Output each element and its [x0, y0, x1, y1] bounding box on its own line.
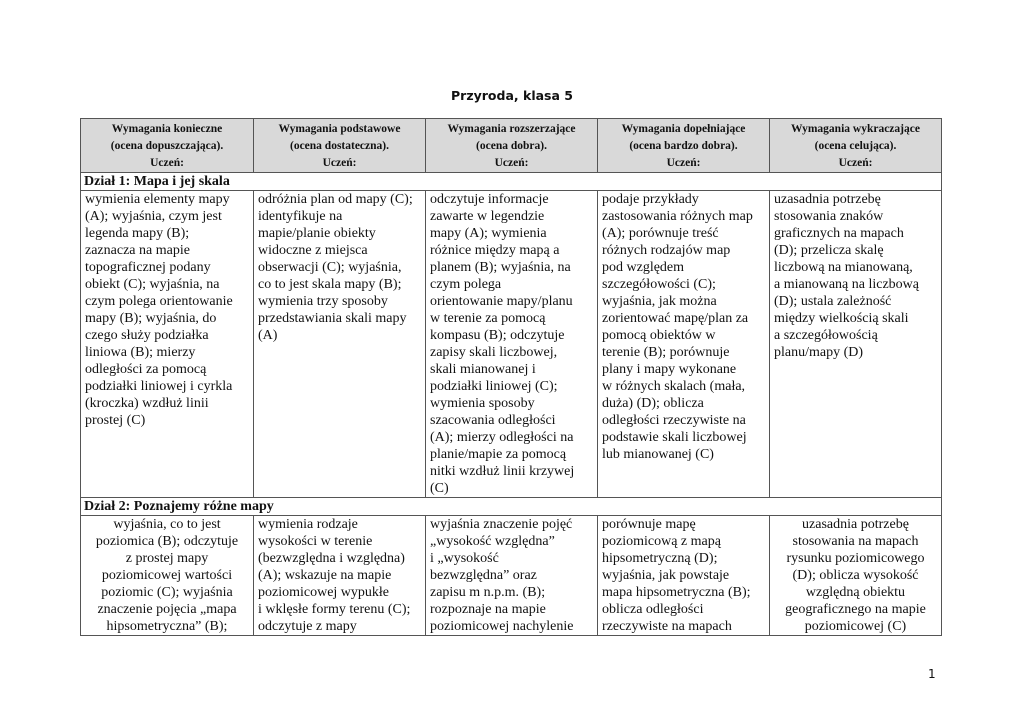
requirement-line: (D); ustala zależność	[774, 294, 892, 309]
section-content-row	[81, 516, 942, 636]
requirement-cell	[426, 516, 598, 636]
section-title: Dział 1: Mapa i jej skala	[81, 173, 942, 191]
requirement-line: zawarte w legendzie	[430, 209, 545, 224]
requirements-table	[80, 118, 942, 636]
section-content-row	[81, 191, 942, 498]
requirement-line: a szczegółowością	[774, 328, 878, 343]
requirement-line: szacowania odległości	[430, 413, 556, 428]
requirement-line: (A); wskazuje na mapie	[258, 568, 392, 583]
requirement-cell	[254, 191, 426, 498]
requirement-line: odległości za pomocą	[85, 362, 207, 377]
requirement-line: zorientować mapę/plan za	[602, 311, 749, 326]
header-konieczne: Wymagania konieczne (ocena dopuszczająca). Uczeń:	[81, 119, 254, 173]
requirement-line: rzeczywiste na mapach	[602, 619, 732, 634]
requirement-line: porównuje mapę	[602, 517, 696, 532]
requirement-line: lub mianowanej (C)	[602, 447, 714, 462]
page-number: 1	[928, 667, 936, 681]
requirement-line: stosowania znaków	[774, 209, 884, 224]
page-title: Przyroda, klasa 5	[451, 88, 573, 103]
requirement-line: wymienia rodzaje	[258, 517, 358, 532]
requirement-line: w terenie za pomocą	[430, 311, 546, 326]
requirement-line: z prostej mapy	[125, 551, 209, 566]
requirement-cell	[598, 191, 770, 498]
requirement-line: zapisu m n.p.m. (B);	[430, 585, 546, 600]
requirement-line: (D); przelicza skalę	[774, 243, 884, 258]
requirement-line: prostej (C)	[85, 413, 146, 428]
requirement-line: poziomicową z mapą	[602, 534, 721, 549]
requirement-line: nitki wzdłuż linii krzywej	[430, 464, 575, 479]
requirement-line: pod względem	[602, 260, 685, 275]
requirement-line: plany i mapy wykonane	[602, 362, 737, 377]
requirement-line: obiekt (C); wyjaśnia, na	[85, 277, 220, 292]
requirement-line: rozpoznaje na mapie	[430, 602, 546, 617]
requirement-line: legenda mapy (B);	[85, 226, 190, 241]
requirement-cell	[426, 191, 598, 498]
requirement-line: obserwacji (C); wyjaśnia,	[258, 260, 402, 275]
requirement-line: podaje przykłady	[602, 192, 699, 207]
requirement-line: uzasadnia potrzebę	[774, 192, 881, 207]
requirement-line: planem (B); wyjaśnia, na	[430, 260, 571, 275]
requirement-line: poziomicowej wartości	[101, 568, 233, 583]
requirement-cell	[598, 516, 770, 636]
header-dopelniajace: Wymagania dopełniające (ocena bardzo dobra). Uczeń:	[598, 119, 770, 173]
requirement-line: orientowanie mapy/planu	[430, 294, 573, 309]
requirement-line: mapa hipsometryczna (B);	[602, 585, 751, 600]
requirement-line: a mianowaną na liczbową	[774, 277, 919, 292]
requirement-line: odczytuje z mapy	[258, 619, 357, 634]
requirement-line: topograficznej podany	[85, 260, 211, 275]
requirement-line: i wklęsłe formy terenu (C);	[258, 602, 411, 617]
requirement-line: (D); oblicza wysokość	[792, 568, 919, 583]
requirement-line: między wielkością skali	[774, 311, 909, 326]
requirement-line: terenie (B); porównuje	[602, 345, 730, 360]
requirement-line: liczbową na mianowaną,	[774, 260, 913, 275]
requirement-line: zaznacza na mapie	[85, 243, 190, 258]
requirement-line: pomocą obiektów w	[602, 328, 716, 343]
requirement-line: poziomic (C); wyjaśnia	[101, 585, 233, 600]
requirement-line: widoczne z miejsca	[258, 243, 368, 258]
requirement-cell	[770, 516, 942, 636]
requirement-line: względną obiektu	[805, 585, 906, 600]
section-title-row	[81, 498, 942, 516]
requirement-line: podziałki liniowej i cyrkla	[85, 379, 233, 394]
requirement-line: zapisy skali liczbowej,	[430, 345, 558, 360]
requirement-line: wyjaśnia, jak można	[602, 294, 717, 309]
requirement-line: rysunku poziomicowego	[786, 551, 925, 566]
requirement-line: identyfikuje na	[258, 209, 343, 224]
requirement-line: duża) (D); oblicza	[602, 396, 704, 411]
requirement-line: przedstawiania skali mapy	[258, 311, 407, 326]
requirement-line: odległości rzeczywiste na	[602, 413, 746, 428]
requirement-line: planie/mapie za pomocą	[430, 447, 567, 462]
header-rozszerzajace: Wymagania rozszerzające (ocena dobra). Uczeń:	[426, 119, 598, 173]
requirement-line: (C)	[430, 481, 449, 496]
requirement-line: mapy (B); wyjaśnia, do	[85, 311, 217, 326]
requirement-line: i „wysokość	[430, 551, 499, 566]
requirement-line: skali mianowanej i	[430, 362, 536, 377]
section-title: Dział 2: Poznajemy różne mapy	[81, 498, 942, 516]
requirement-line: poziomicowej nachylenie	[430, 619, 574, 634]
requirement-line: wymienia trzy sposoby	[258, 294, 388, 309]
requirement-line: bezwzględna” oraz	[430, 568, 537, 583]
requirement-line: (kroczka) wzdłuż linii	[85, 396, 209, 411]
requirement-line: (A); mierzy odległości na	[430, 430, 574, 445]
requirement-cell	[770, 191, 942, 498]
header-row	[81, 119, 942, 173]
header-podstawowe: Wymagania podstawowe (ocena dostateczna). Uczeń:	[254, 119, 426, 173]
requirement-line: „wysokość względna”	[430, 534, 555, 549]
requirement-line: czego służy podziałka	[85, 328, 209, 343]
requirement-line: (bezwzględna i względna)	[258, 551, 405, 566]
requirement-line: poziomicowej (C)	[804, 619, 907, 634]
section-title-row	[81, 173, 942, 191]
requirement-line: zastosowania różnych map	[602, 209, 753, 224]
requirement-line: (A); wyjaśnia, czym jest	[85, 209, 222, 224]
requirement-line: mapy (A); wymienia	[430, 226, 547, 241]
requirement-line: geograficznego na mapie	[785, 602, 926, 617]
requirement-line: hipsometryczną (D);	[602, 551, 718, 566]
requirement-line: kompasu (B); odczytuje	[430, 328, 565, 343]
requirement-line: stosowania na mapach	[792, 534, 919, 549]
requirement-line: liniowa (B); mierzy	[85, 345, 196, 360]
requirement-line: różnice między mapą a	[430, 243, 560, 258]
requirement-line: (A)	[258, 328, 278, 343]
header-wykraczajace: Wymagania wykraczające (ocena celująca). Uczeń:	[770, 119, 942, 173]
requirement-cell	[81, 191, 254, 498]
requirement-line: poziomica (B); odczytuje	[95, 534, 239, 549]
requirement-cell	[81, 516, 254, 636]
requirement-line: co to jest skala mapy (B);	[258, 277, 402, 292]
requirement-line: wyjaśnia znaczenie pojęć	[430, 517, 573, 532]
requirement-line: odczytuje informacje	[430, 192, 549, 207]
requirement-line: poziomicowej wypukłe	[258, 585, 390, 600]
requirement-line: wymienia sposoby	[430, 396, 535, 411]
requirement-line: oblicza odległości	[602, 602, 704, 617]
requirement-line: wyjaśnia, jak powstaje	[602, 568, 730, 583]
requirement-line: czym polega orientowanie	[85, 294, 233, 309]
requirement-line: odróżnia plan od mapy (C);	[258, 192, 413, 207]
requirement-line: szczegółowości (C);	[602, 277, 716, 292]
requirement-line: w różnych skalach (mała,	[602, 379, 746, 394]
requirement-line: hipsometryczna” (B);	[106, 619, 228, 634]
requirement-line: wymienia elementy mapy	[85, 192, 230, 207]
requirement-line: (A); porównuje treść	[602, 226, 719, 241]
requirement-line: czym polega	[430, 277, 502, 292]
requirement-line: podstawie skali liczbowej	[602, 430, 747, 445]
requirement-line: wyjaśnia, co to jest	[113, 517, 221, 532]
requirement-line: uzasadnia potrzebę	[802, 517, 909, 532]
requirement-cell	[254, 516, 426, 636]
requirement-line: wysokości w terenie	[258, 534, 373, 549]
requirement-line: znaczenie pojęcia „mapa	[97, 602, 237, 617]
requirement-line: podziałki liniowej (C);	[430, 379, 558, 394]
requirement-line: mapie/planie obiekty	[258, 226, 376, 241]
requirement-line: planu/mapy (D)	[774, 345, 864, 360]
requirement-line: różnych rodzajów map	[602, 243, 731, 258]
requirement-line: graficznych na mapach	[774, 226, 904, 241]
